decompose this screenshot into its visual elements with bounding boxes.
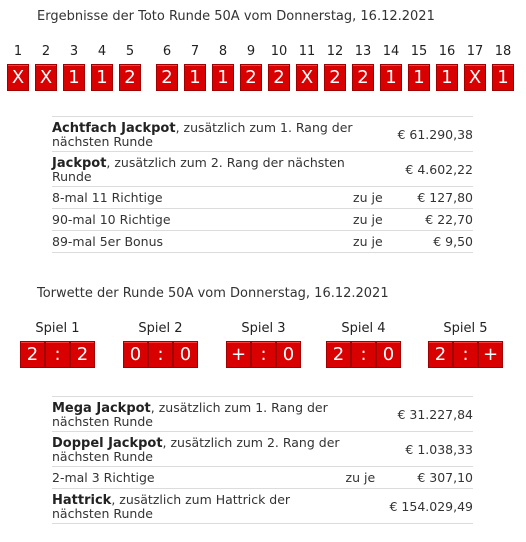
- quote-text: 90-mal 10 Richtige: [52, 212, 171, 227]
- toto-tip-box: 2: [119, 64, 141, 91]
- toto-tip-box: 1: [380, 64, 402, 91]
- toto-game-number: 17: [466, 44, 484, 59]
- torwette-quote-row: [52, 489, 473, 524]
- quote-description: [52, 489, 346, 524]
- game-score: [428, 341, 503, 368]
- toto-game-number: 7: [190, 44, 200, 59]
- quote-title: Mega Jackpot: [52, 400, 151, 416]
- quote-text: 89-mal 5er Bonus: [52, 234, 164, 249]
- game-label: Spiel 2: [138, 321, 183, 336]
- score-home: 2: [326, 341, 351, 368]
- toto-game-number: 14: [382, 44, 400, 59]
- quote-title: Achtfach Jackpot: [52, 120, 176, 136]
- quote-amount: € 1.038,33: [390, 432, 474, 467]
- game-label: Spiel 5: [443, 321, 488, 336]
- score-away: 2: [70, 341, 95, 368]
- toto-game-number: 4: [97, 44, 107, 59]
- toto-tip-box: 1: [184, 64, 206, 91]
- toto-game-1: [7, 43, 29, 91]
- toto-quote-row: [52, 231, 473, 253]
- score-away: 0: [376, 341, 401, 368]
- score-separator: :: [45, 341, 70, 368]
- quote-amount: € 4.602,22: [397, 152, 473, 187]
- toto-game-number: 6: [162, 44, 172, 59]
- quote-description: [52, 187, 353, 209]
- toto-tip-box: 1: [63, 64, 85, 91]
- toto-tip-box: 2: [268, 64, 290, 91]
- toto-game-6: [156, 43, 178, 91]
- quote-text: 2-mal 3 Richtige: [52, 470, 155, 485]
- toto-game-11: [296, 43, 318, 91]
- score-separator: :: [251, 341, 276, 368]
- quote-amount: € 307,10: [390, 467, 474, 489]
- quote-per-unit: [353, 152, 397, 187]
- quote-title: Jackpot: [52, 155, 107, 171]
- torwette-heading: Torwette der Runde 50A vom Donnerstag, 16.12.2021: [37, 286, 389, 301]
- toto-game-4: [91, 43, 113, 91]
- toto-game-number: 1: [13, 44, 23, 59]
- quote-amount: € 127,80: [397, 187, 473, 209]
- game-label: Spiel 4: [341, 321, 386, 336]
- toto-quote-row: [52, 117, 473, 152]
- game-score: [123, 341, 198, 368]
- score-away: 0: [276, 341, 301, 368]
- quote-amount: € 9,50: [397, 231, 473, 253]
- toto-tip-box: 1: [408, 64, 430, 91]
- quote-amount: € 154.029,49: [390, 489, 474, 524]
- quote-amount: € 61.290,38: [397, 117, 473, 152]
- torwette-game-3: [226, 320, 301, 368]
- torwette-game-1: [20, 320, 95, 368]
- quote-description: [52, 231, 353, 253]
- toto-game-14: [380, 43, 402, 91]
- torwette-quotes-table: [52, 396, 473, 524]
- quote-text: , zusätzlich zum 1. Rang der nächsten Runde: [52, 119, 353, 149]
- quote-amount: € 22,70: [397, 209, 473, 231]
- toto-quotes-table: [52, 116, 473, 253]
- toto-heading: Ergebnisse der Toto Runde 50A vom Donnerstag, 16.12.2021: [37, 9, 435, 24]
- toto-tip-box: 1: [492, 64, 514, 91]
- toto-game-number: 12: [326, 44, 344, 59]
- toto-tip-box: 2: [240, 64, 262, 91]
- score-separator: :: [351, 341, 376, 368]
- toto-tip-box: 1: [212, 64, 234, 91]
- toto-tip-box: X: [464, 64, 486, 91]
- quote-per-unit: zu je: [353, 187, 397, 209]
- toto-game-12: [324, 43, 346, 91]
- toto-quote-row: [52, 209, 473, 231]
- torwette-game-4: [326, 320, 401, 368]
- quote-description: [52, 117, 353, 152]
- quote-per-unit: [353, 117, 397, 152]
- toto-quote-row: [52, 152, 473, 187]
- toto-game-17: [464, 43, 486, 91]
- toto-game-9: [240, 43, 262, 91]
- quote-per-unit: zu je: [353, 231, 397, 253]
- game-score: [226, 341, 301, 368]
- toto-game-number: 9: [246, 44, 256, 59]
- quote-per-unit: zu je: [353, 209, 397, 231]
- toto-game-number: 10: [270, 44, 288, 59]
- score-away: +: [478, 341, 503, 368]
- toto-game-18: [492, 43, 514, 91]
- quote-per-unit: [346, 432, 390, 467]
- toto-tip-box: 1: [436, 64, 458, 91]
- toto-game-number: 3: [69, 44, 79, 59]
- quote-title: Hattrick: [52, 492, 112, 508]
- quote-description: [52, 397, 346, 432]
- quote-text: , zusätzlich zum 1. Rang der nächsten Runde: [52, 399, 328, 429]
- game-label: Spiel 3: [241, 321, 286, 336]
- toto-game-number: 11: [298, 44, 316, 59]
- quote-text: , zusätzlich zum Hattrick der nächsten Runde: [52, 491, 291, 521]
- toto-game-2: [35, 43, 57, 91]
- toto-tip-box: 2: [156, 64, 178, 91]
- toto-game-10: [268, 43, 290, 91]
- quote-description: [52, 467, 346, 489]
- torwette-quote-row: [52, 467, 473, 489]
- torwette-quote-row: [52, 432, 473, 467]
- game-score: [326, 341, 401, 368]
- score-home: +: [226, 341, 251, 368]
- score-home: 2: [20, 341, 45, 368]
- quote-text: , zusätzlich zum 2. Rang der nächsten Runde: [52, 154, 345, 184]
- score-separator: :: [148, 341, 173, 368]
- toto-game-15: [408, 43, 430, 91]
- game-score: [20, 341, 95, 368]
- toto-game-number: 16: [438, 44, 456, 59]
- score-home: 0: [123, 341, 148, 368]
- toto-game-number: 2: [41, 44, 51, 59]
- quote-per-unit: [346, 397, 390, 432]
- torwette-game-5: [428, 320, 503, 368]
- quote-per-unit: zu je: [346, 467, 390, 489]
- toto-game-number: 8: [218, 44, 228, 59]
- quote-text: , zusätzlich zum 2. Rang der nächsten Runde: [52, 434, 340, 464]
- quote-description: [52, 209, 353, 231]
- score-home: 2: [428, 341, 453, 368]
- toto-tip-box: 2: [324, 64, 346, 91]
- toto-game-number: 18: [494, 44, 512, 59]
- toto-game-3: [63, 43, 85, 91]
- toto-tip-box: 2: [352, 64, 374, 91]
- toto-game-13: [352, 43, 374, 91]
- toto-quote-row: [52, 187, 473, 209]
- toto-game-number: 15: [410, 44, 428, 59]
- quote-text: 8-mal 11 Richtige: [52, 190, 163, 205]
- quote-title: Doppel Jackpot: [52, 435, 163, 451]
- toto-tip-box: X: [7, 64, 29, 91]
- toto-game-8: [212, 43, 234, 91]
- torwette-game-2: [123, 320, 198, 368]
- toto-game-7: [184, 43, 206, 91]
- score-away: 0: [173, 341, 198, 368]
- game-label: Spiel 1: [35, 321, 80, 336]
- quote-per-unit: [346, 489, 390, 524]
- toto-tip-box: X: [35, 64, 57, 91]
- toto-tip-box: X: [296, 64, 318, 91]
- toto-game-number: 5: [125, 44, 135, 59]
- quote-description: [52, 152, 353, 187]
- toto-game-5: [119, 43, 141, 91]
- toto-game-16: [436, 43, 458, 91]
- toto-game-number: 13: [354, 44, 372, 59]
- quote-amount: € 31.227,84: [390, 397, 474, 432]
- toto-tip-box: 1: [91, 64, 113, 91]
- torwette-quote-row: [52, 397, 473, 432]
- score-separator: :: [453, 341, 478, 368]
- quote-description: [52, 432, 346, 467]
